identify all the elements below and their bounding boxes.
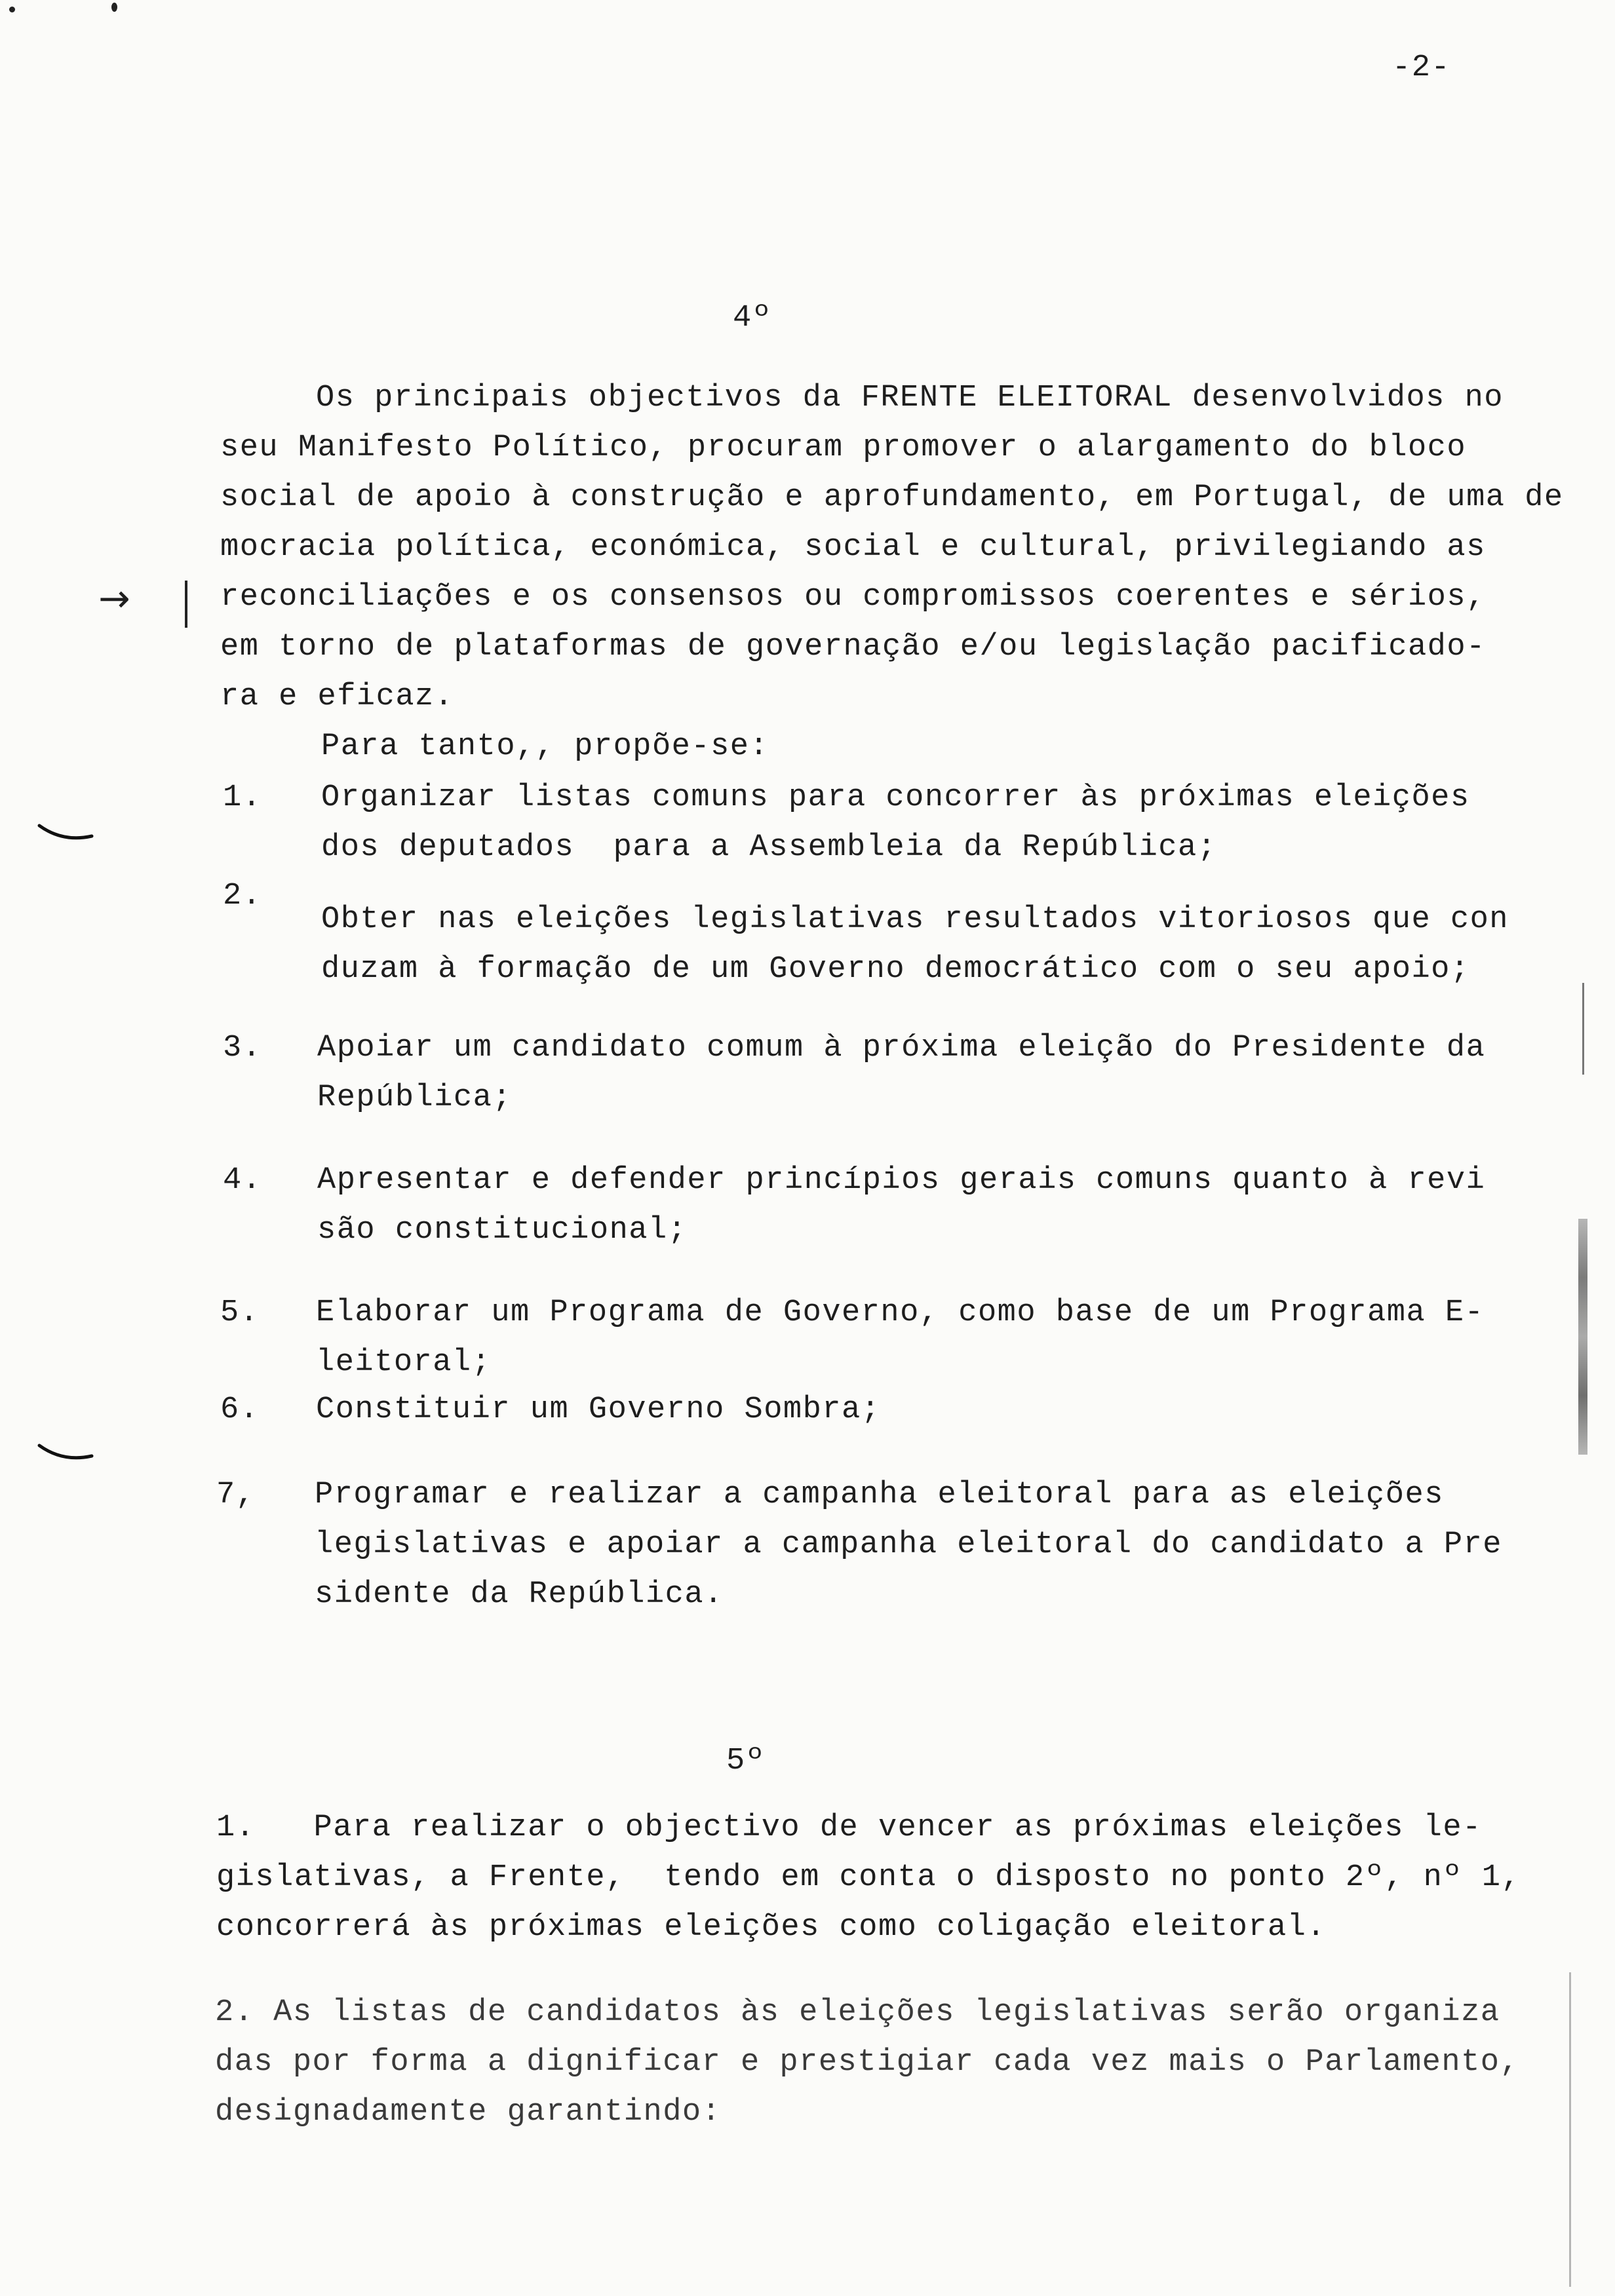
intro-line: reconciliações e os consensos ou compromissos coerentes e sérios,: [220, 580, 1486, 615]
list-item-line: são constitucional;: [317, 1213, 688, 1248]
section-5-para1-line: gislativas, a Frente, tendo em conta o disposto no ponto 2º, nº 1,: [216, 1860, 1521, 1895]
list-item-number: 3.: [223, 1031, 262, 1065]
scan-edge-mark: [1578, 1219, 1587, 1455]
list-item-line: Apoiar um candidato comum à próxima eleição do Presidente da: [317, 1031, 1486, 1065]
list-item-line: Elaborar um Programa de Governo, como base de um Programa E-: [316, 1295, 1485, 1330]
section-5-para2-line: designadamente garantindo:: [215, 2095, 722, 2130]
section-5-para1-line: 1. Para realizar o objectivo de vencer as próximas eleições le-: [216, 1810, 1482, 1845]
list-item-number: 7,: [216, 1478, 256, 1512]
list-item-number: 5.: [220, 1295, 260, 1330]
section-5-para1-line: concorrerá às próximas eleições como coligação eleitoral.: [216, 1910, 1327, 1945]
scan-edge-mark: [1569, 1972, 1571, 2287]
list-item-line: Programar e realizar a campanha eleitoral para as eleições: [315, 1478, 1444, 1512]
scan-edge-mark: [1582, 983, 1584, 1075]
section-5-para2-line: das por forma a dignificar e prestigiar cada vez mais o Parlamento,: [215, 2045, 1520, 2080]
section-5-heading: 5º: [726, 1744, 766, 1778]
section-5-para2-line: 2. As listas de candidatos às eleições legislativas serão organiza: [215, 1995, 1500, 2030]
list-lead: Para tanto,, propõe-se:: [321, 729, 769, 764]
list-item-number: 6.: [220, 1392, 260, 1427]
margin-arrow-icon: →: [98, 576, 130, 621]
section-4-heading: 4º: [733, 301, 772, 335]
list-item-line: sidente da República.: [315, 1577, 724, 1612]
intro-line: seu Manifesto Político, procuram promover o alargamento do bloco: [220, 430, 1467, 465]
margin-bracket-mark: [185, 581, 187, 628]
list-item-line: Apresentar e defender princípios gerais comuns quanto à revi: [317, 1163, 1486, 1198]
list-item-line: Obter nas eleições legislativas resultados vitoriosos que con: [321, 902, 1509, 937]
scan-speck: [9, 7, 15, 12]
intro-line: em torno de plataformas de governação e/ou legislação pacificado-: [220, 630, 1486, 664]
list-item-line: legislativas e apoiar a campanha eleitoral do candidato a Pre: [315, 1527, 1502, 1562]
list-item-line: duzam à formação de um Governo democrático com o seu apoio;: [321, 952, 1470, 987]
list-item-number: 1.: [223, 780, 262, 815]
intro-line: ra e eficaz.: [220, 679, 454, 714]
margin-curve-mark: [37, 822, 96, 848]
list-item-number: 2.: [223, 879, 262, 913]
list-item-line: Organizar listas comuns para concorrer às próximas eleições: [321, 780, 1470, 815]
intro-line: Os principais objectivos da FRENTE ELEITORAL desenvolvidos no: [316, 381, 1504, 415]
list-item-line: leitoral;: [316, 1345, 492, 1380]
intro-line: social de apoio à construção e aprofundamento, em Portugal, de uma de: [220, 480, 1564, 515]
scan-speck: [111, 3, 117, 12]
intro-line: mocracia política, económica, social e cultural, privilegiando as: [220, 530, 1486, 565]
list-item-line: dos deputados para a Assembleia da República;: [321, 830, 1217, 865]
margin-curve-mark: [37, 1442, 96, 1468]
list-item-number: 4.: [223, 1163, 262, 1198]
list-item-line: Constituir um Governo Sombra;: [316, 1392, 881, 1427]
page-number: -2-: [1392, 50, 1451, 85]
list-item-line: República;: [317, 1081, 513, 1115]
